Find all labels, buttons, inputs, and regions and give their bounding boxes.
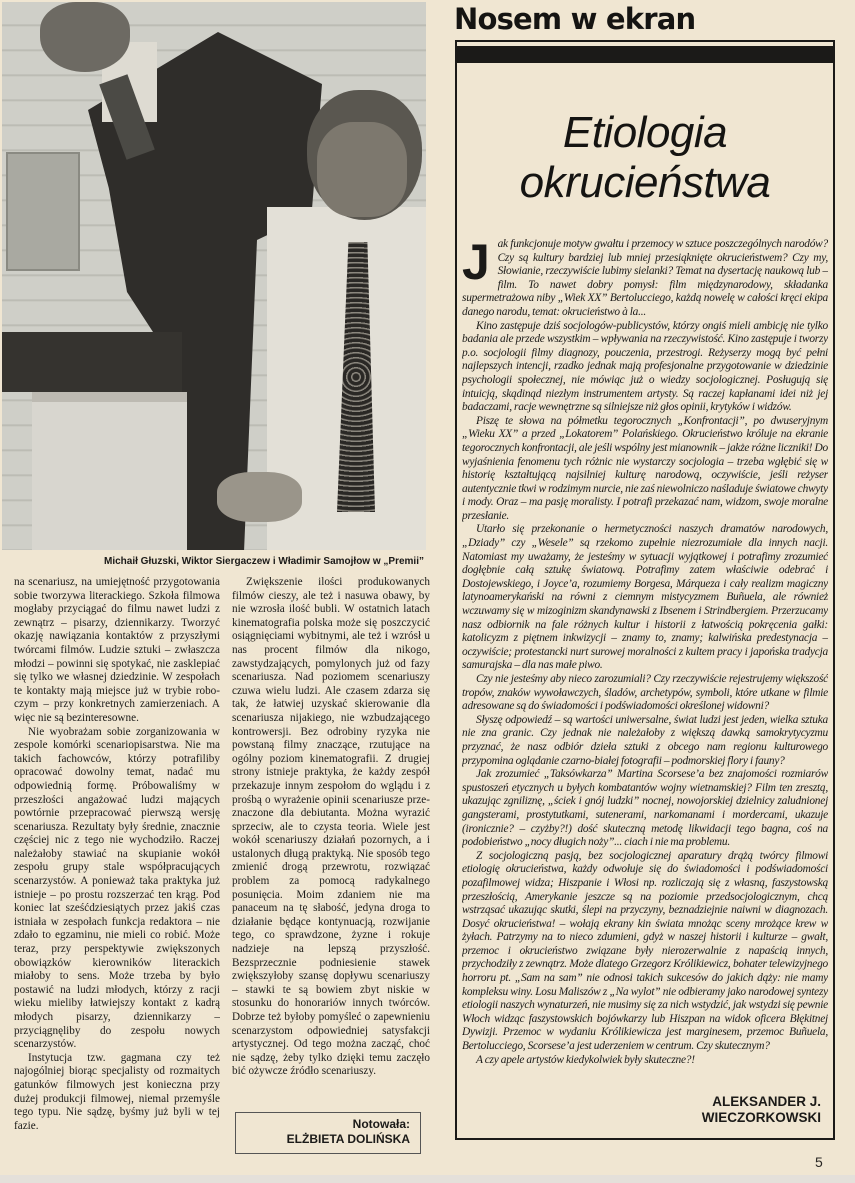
photo-poster [6, 152, 80, 271]
paragraph: na scenariusz, na umiejętność przygotowania sobie tworzywa literackiego. Szkoła filmowa mogłaby przyciągać do filmu nawet ludzi z zewnątrz – pisarzy, dziennikarzy. Tworzyć okazję nawiązania kontaktów z przyszłymi twórcami filmów. Ludzie sztuki – zwłaszcza młodzi – powinni się spotykać, nie zasklepiać się tylko we własnej dziedzinie. W zespołach te kontakty mają miejsce już w trybie roboczym – przy konkretnych zamierzeniach. A więc nie są bezinteresowne. [14, 576, 220, 724]
paragraph: Piszę te słowa na półmetku tegorocznych „Konfrontacji”, po dwuseryjnym „Wieku XX” a przed „Lokatorem” Polańskiego. Okrucieństwo króluje na ekranie tegorocznych konfrontacji, ale jeśli wspólny jest mianownik – jakże różne liczniki! Do wyjaśnienia fenomenu tych różnic nie wystarczy socjologia – trzeba wgłębić się w historię kształtującą najsilniej kulturę narodową, oczywiście, jeśli reżyser autentycznie tkwi w rodzimym nurcie, nie zaś niewolniczo naśladuje światowe chwyty i mody. Oraz – ma pasję moralisty. I potrafi przekazać nam, widzom, swoje moralne przesłanie. [462, 414, 828, 522]
interview-column-1 [14, 576, 220, 1168]
paragraph: Utarło się przekonanie o hermetyczności naszych dramatów narodowych, „Dziady” czy „Wesele” są rzekomo zupełnie niezrozumiałe dla innych nacji. Natomiast my uważamy, że jesteśmy w sytuacji wyjątkowej i potrafimy zrozumieć dogłębnie całą sztukę światową. Potrafimy zatem właściwie odebrać i Dostojewskiego, i Joyce’a, rozumiemy Borgesa, Márqueza i cały realizm magiczny latynoamerykański na równi z ciemnym mistycyzmem Buñuela, ale również wczuwamy się w mizoginizm skandynawski z Ibsenem i Strindbergiem. Przerzucamy nasz odbiornik na fale różnych kultur i historii z łatwością pokręcenia gałki: katolicyzm z piętnem inkwizycji – znamy to, znamy; kalwińska predestynacja – oczywiście; protestancki nurt surowej moralności z kultem pracy i japońska tradycja samurajska – dla nas małe piwo. [462, 523, 828, 672]
lead-text: ak funkcjonuje motyw gwałtu i przemocy w sztuce poszczególnych narodów? Czy są kultury bardziej lub mniej przesiąknięte okrucieństwem? Czy my, Słowianie, rzeczywiście lubimy sielanki? Temat na dysertację naukową lub – film. To nawet dobry pomysł: film międzynarodowy, składanka supermetrażowa niby „Wiek XX” Bertolucciego, każdą nowelę w całości kręci ekipa danego narodu, temat: okrucieństwo à la... [462, 238, 828, 318]
paragraph: Instytucja tzw. gagmana czy też najogólniej biorąc specjalisty od rozmaitych gatunków filmowych jest konieczna przy dużej produkcji filmowej, niemal przemyśle tego typu. Nie sądzę, byśmy już byli w tej fazie. [14, 1051, 220, 1132]
article-body [462, 238, 828, 1086]
page-number: 5 [815, 1154, 823, 1170]
interview-credit-box [235, 1112, 421, 1154]
interview-column-2 [232, 576, 430, 1104]
page-edge [0, 1175, 855, 1183]
photo-seated-man-face [317, 122, 407, 217]
paragraph: Czy nie jesteśmy aby nieco zarozumiali? Czy rzeczywiście rejestrujemy większość tropów, znaków wywoławczych, śladów, archetypów, symboli, które utkane w filmie adresowane są do świadomości i podświadomości określonej widowni? [462, 673, 828, 713]
credit-label: Notowała: [352, 1117, 410, 1131]
author-line-1: ALEKSANDER J. [712, 1094, 821, 1109]
photo-standing-man-head [40, 2, 130, 72]
column-box-bar [457, 46, 833, 63]
paragraph: Nie wyobrażam sobie zorganizowania w zespole komórki scenariopisarstwa. Nie ma takich fachowców, którzy potrafiliby opracować dowolny temat, nadać mu odpowiednią formę. Próbowaliśmy w przeszłości angażować ludzi mających powtórnie przepracować pierwszą wersję scenariusza. Rezultaty były średnie, znacznie częściej nic z tego nie wychodziło. Raczej należałoby stawiać na skupianie wokół zespołu grupy stale współpracujących scenarzystów. A ponieważ taka praktyka już istnieje – po prostu rozszerzać ten krąg. Pod koniec lat sześćdziesiątych przez jakiś czas istniała w zespołach funkcja redaktora – nie zdało to egzaminu, nie mieli co robić. Może teraz, przy perspektywie zwiększonych obowiązków kierowników literackich miałoby to sens. Może trzeba by było postawić na ludzi młodych, którzy z racji wieku mieliby łatwiejszy kontakt z kadrą młodych pisarzy, dziennikarzy – przyciągnęliby do zespołu nowych scenarzystów. [14, 725, 220, 1051]
article-author [702, 1094, 821, 1126]
author-line-2: WIECZORKOWSKI [701, 1110, 821, 1125]
paragraph: Zwiększenie ilości produkowanych filmów cieszy, ale też i nasuwa obawy, by nie wzrosła ilość bubli. W ostatnich latach kinematografia polska może się poszczycić osiągnięciami wybitnymi, ale też i wzrósł u nas procent filmów dla nikogo, zawstydzających, pomylonych już od fazy scenariusza. Nad poziomem scenariuszy czuwa wielu ludzi. Ale czasem zdarza się tak, że łatwiej uzyskać skierowanie dla scenariusza nijakiego, nie wzbudzającego kontrowersji. Bez odrobiny ryzyka nie powstaną filmy znaczące, rzutujące na ogólny poziom kinematografii. Z drugiej strony istnieje praktyka, że każdy zespół przekazuje innym zespołom do wglądu i z prośbą o wyrażenie opinii scenariusze przeznaczone dla debiutanta. Można wyrazić sprzeciw, ale to czysta teoria. Wiele jest wokół scenariuszy działań pozornych, a i ustalonych długą praktyką. Nie sposób tego zmienić drogą przewrotu, rozwiązać problem za pomocą radykalnego posunięcia. Moim zdaniem nie ma panaceum na tę słabość, jedyna droga to działanie będące kontynuacją, rozwijanie tego, co sprawdzone, żyzne i rokuje nadzieje na lepszą przyszłość. Bezsprzecznie podniesienie stawek zwiększyłoby szansę dopływu scenariuszy – stawki te są bowiem zbyt niskie w stosunku do honorariów innych twórców. Dobrze też byłoby pomyśleć o zapewnieniu scenarzystom odpowiedniej satysfakcji artystycznej. Od tego można zacząć, choć nie sądzę, żeby tylko dzięki temu zaczęło bić ożywcze źródło scenariuszy. [232, 576, 430, 1078]
article-title [458, 108, 832, 208]
section-rubric: Nosem w ekran [454, 2, 696, 36]
credit-name: ELŻBIETA DOLIŃSKA [286, 1132, 410, 1146]
lead-paragraph [462, 238, 828, 320]
paragraph: Słyszę odpowiedź – są wartości uniwersalne, świat ludzi jest jeden, wielka sztuka nie zna granic. Czy jednak nie należałoby z większą dawką samokrytycyzmu przyznać, że nasz odbiór dzieła sztuki z obcego nam regionu kulturowego przypomina oglądanie czarno-białej fotografii – podmorskiej flory i fauny? [462, 713, 828, 767]
paragraph: A czy apele artystów kiedykolwiek były skuteczne?! [476, 1053, 695, 1066]
photo-table [2, 332, 182, 392]
photo-caption: Michaił Głuzski, Wiktor Siergaczew i Władimir Samojłow w „Premii” [104, 556, 424, 567]
photo-box [32, 392, 187, 550]
title-line-2: okrucieństwa [519, 158, 771, 207]
paragraph: Jak zrozumieć „Taksówkarza” Martina Scorsese’a bez znajomości rozmiarów spustoszeń etycznych u byłych kombatantów wojny wietnamskiej? Film ten zresztą, ukazując zgniliznę, „ściek i gnój ludzki” nocnej, nowojorskiej dzielnicy zaludnionej gangsterami, prostytutkami, sutenerami, narkomanami i mordercami, ukazuje (ironicznie? – czyżby?!) dość skuteczną metodę likwidacji tego bagna, coś na podobieństwo „nocy długich noży”... ciach i nie ma problemu. [462, 768, 828, 849]
title-line-1: Etiologia [562, 108, 728, 157]
drop-cap: J [462, 238, 490, 290]
paragraph: Kino zastępuje dziś socjologów-publicystów, którzy ongiś mieli ambicję nie tylko badania ale przede wszystkim – wpływania na rzeczywistość. Kino zastępuje i tworzy p.o. socjologii filmy diagnozy, pouczenia, przestrogi. Reżyserzy mogą być pełni najlepszych intencji, rzadko jednak mają profesjonalne przygotowanie w dziedzinie psychologii społecznej, nie mówiąc już o wiedzy socjologicznej. Posługują się intuicją, skądinąd niezłym instrumentem artysty. Są raczej kapłanami idei niż jej badaczami, racje wewnętrzne są silniejsze niż głos opinii, krytyków i widzów. [462, 319, 828, 414]
film-still-photo [2, 2, 426, 550]
photo-hand [217, 472, 302, 522]
paragraph: Z socjologiczną pasją, bez socjologicznej aparatury drążą twórcy filmowi etiologię okrucieństwa, każdy odwołuje się do świadomości i podświadomości pozafilmowej widza; Hiszpanie i Włosi np. rozliczają się z własną, faszystowską przeszłością, Amerykanie jeszcze są na poziomie przedsocjologicznym, chcą wstrząsać ukazując skutki, ślepi na przyczyny, beznadziejnie naiwni w diagnozach. Dosyć okrucieństwa! – wołają ekrany kin świata mnożąc sceny mrożące krew w żyłach. Patrzymy na to nieco zdumieni, gdyż w naszej historii i kulturze – gwałt, przemoc i okrucieństwo związane były nierozerwalnie z napaścią innych, przychodziły z zewnątrz. Może dlatego Grzegorz Królikiewicz, bohater telewizyjnego horroru pt. „Sam na sam” nie odnosi takich sukcesów do jakich dąży: nie mamy kompleksu winy. Losu Maliszów z „Na wylot” nie odbieramy jako narodowej syntezy etiologii naszych wynaturzeń, nie musimy się za nich wstydzić, jak wstydzi się pewnie Włoch widząc faszystowskich bojówkarzy lub Hiszpan na widok oficera Błękitnej Dywizji. Przemoc w wydaniu Królikiewicza jest marginesem, przemoc Buñuela, Bertolucciego, Scorsese’a jest uderzeniem w centrum. Czy skutecznym? [462, 849, 828, 1053]
